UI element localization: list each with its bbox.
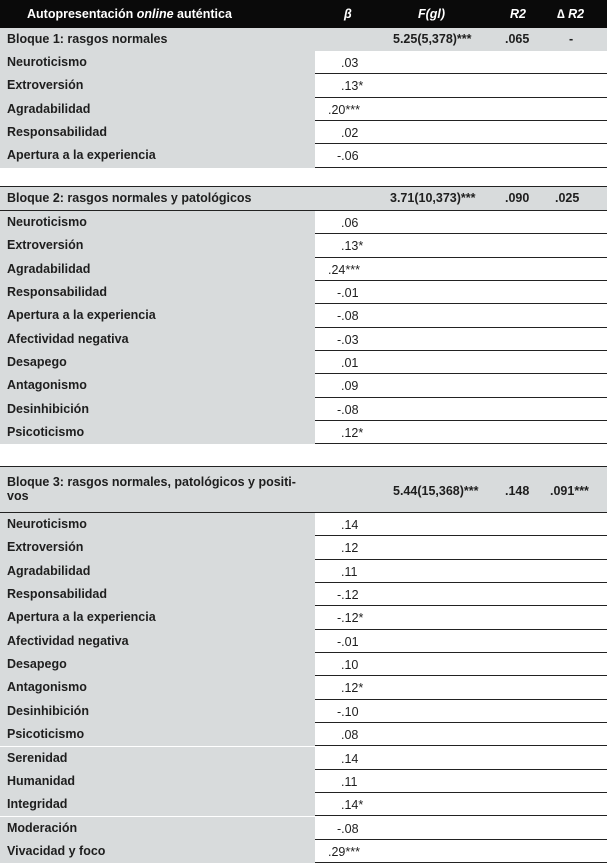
beta-value: .12 xyxy=(341,541,359,556)
table-row xyxy=(0,653,607,676)
header-title-post: auténtica xyxy=(173,7,232,21)
beta-value: .13* xyxy=(341,79,364,94)
beta-cell xyxy=(315,304,607,327)
beta-cell xyxy=(315,770,607,793)
beta-cell xyxy=(315,74,607,97)
block-title: Bloque 3: rasgos normales, patológicos y positi-vos xyxy=(7,475,296,503)
beta-cell xyxy=(315,536,607,559)
beta-value: .29*** xyxy=(328,844,360,859)
block-r2: .065 xyxy=(505,32,530,46)
predictor-label: Antagonismo xyxy=(0,374,315,397)
block-f: 5.44(15,368)*** xyxy=(393,484,479,498)
beta-cell xyxy=(315,328,607,351)
beta-cell xyxy=(315,51,607,74)
header-title-em: online xyxy=(136,7,174,21)
beta-cell xyxy=(315,583,607,606)
block-header xyxy=(0,186,607,211)
table-header xyxy=(0,0,607,28)
table-row xyxy=(0,583,607,606)
beta-value: .08 xyxy=(341,728,359,743)
beta-value: .14 xyxy=(341,518,359,532)
table-row xyxy=(0,121,607,144)
beta-value: .11 xyxy=(341,564,358,579)
predictor-label: Humanidad xyxy=(0,770,315,793)
header-beta: β xyxy=(344,7,352,21)
table-row xyxy=(0,211,607,234)
predictor-label: Responsabilidad xyxy=(0,281,315,304)
beta-cell xyxy=(315,793,607,816)
predictor-label: Agradabilidad xyxy=(0,98,315,121)
predictor-label: Apertura a la experiencia xyxy=(0,304,315,327)
beta-cell xyxy=(315,258,607,281)
beta-cell xyxy=(315,676,607,699)
block-delta-r2: .025 xyxy=(555,191,580,205)
block-f: 5.25(5,378)*** xyxy=(393,32,472,46)
beta-value: .01 xyxy=(341,356,359,371)
beta-cell xyxy=(315,630,607,653)
table-row xyxy=(0,421,607,444)
beta-value: -.08 xyxy=(337,309,359,324)
predictor-label: Moderación xyxy=(0,817,315,840)
table-row xyxy=(0,513,607,536)
beta-value: .14* xyxy=(341,798,364,813)
beta-cell xyxy=(315,374,607,397)
header-r2: R2 xyxy=(510,7,526,21)
beta-value: -.01 xyxy=(337,286,359,301)
beta-cell xyxy=(315,234,607,257)
beta-cell xyxy=(315,211,607,234)
table-row xyxy=(0,723,607,746)
predictor-label: Agradabilidad xyxy=(0,258,315,281)
block-header xyxy=(0,28,607,51)
beta-cell xyxy=(315,281,607,304)
predictor-label: Extroversión xyxy=(0,536,315,559)
predictor-label: Psicoticismo xyxy=(0,723,315,746)
predictor-label: Agradabilidad xyxy=(0,560,315,583)
predictor-label: Neuroticismo xyxy=(0,51,315,74)
beta-cell xyxy=(315,700,607,723)
beta-value: -.12 xyxy=(337,588,359,603)
block-title: Bloque 2: rasgos normales y patológicos xyxy=(7,191,252,205)
predictor-label: Responsabilidad xyxy=(0,121,315,144)
predictor-label: Responsabilidad xyxy=(0,583,315,606)
beta-value: .06 xyxy=(341,216,359,230)
beta-value: .02 xyxy=(341,126,359,141)
header-title-pre: Autopresentación xyxy=(27,7,137,21)
table-row xyxy=(0,258,607,281)
predictor-label: Extroversión xyxy=(0,234,315,257)
predictor-label: Vivacidad y foco xyxy=(0,840,315,863)
beta-value: -.06 xyxy=(337,149,359,164)
table-row xyxy=(0,536,607,559)
beta-value: .12* xyxy=(341,681,364,696)
beta-value: -.03 xyxy=(337,332,359,347)
table-row xyxy=(0,747,607,770)
beta-cell xyxy=(315,144,607,167)
header-f: F(gl) xyxy=(418,7,446,21)
block-delta-r2: - xyxy=(569,32,574,46)
beta-value: .12* xyxy=(341,426,364,441)
table-row xyxy=(0,398,607,421)
table-row xyxy=(0,560,607,583)
predictor-label: Neuroticismo xyxy=(0,513,315,536)
predictor-label: Serenidad xyxy=(0,747,315,770)
beta-cell xyxy=(315,840,607,863)
beta-value: -.12* xyxy=(337,611,364,626)
beta-cell xyxy=(315,398,607,421)
table-row xyxy=(0,281,607,304)
beta-value: -.08 xyxy=(337,402,359,417)
table-row xyxy=(0,606,607,629)
header-dependent-variable xyxy=(27,7,232,21)
predictor-label: Antagonismo xyxy=(0,676,315,699)
predictor-label: Afectividad negativa xyxy=(0,328,315,351)
block-f: 3.71(10,373)*** xyxy=(390,191,476,205)
predictor-label: Apertura a la experiencia xyxy=(0,606,315,629)
predictor-label: Apertura a la experiencia xyxy=(0,144,315,167)
table-row xyxy=(0,374,607,397)
predictor-label: Desapego xyxy=(0,351,315,374)
beta-cell xyxy=(315,560,607,583)
block-r2: .090 xyxy=(505,191,530,205)
header-delta-r2: ∆ R2 xyxy=(557,7,585,21)
table-row xyxy=(0,98,607,121)
predictor-label: Afectividad negativa xyxy=(0,630,315,653)
block-delta-r2: .091*** xyxy=(550,484,589,498)
table-row xyxy=(0,328,607,351)
block-r2: .148 xyxy=(505,484,530,498)
table-row xyxy=(0,770,607,793)
beta-cell xyxy=(315,121,607,144)
beta-cell xyxy=(315,421,607,444)
table-row xyxy=(0,144,607,167)
table-row xyxy=(0,630,607,653)
beta-value: .24*** xyxy=(328,262,360,277)
beta-cell xyxy=(315,351,607,374)
table-row xyxy=(0,817,607,840)
table-row xyxy=(0,351,607,374)
beta-value: .13* xyxy=(341,239,364,254)
predictor-label: Desinhibición xyxy=(0,700,315,723)
beta-cell xyxy=(315,817,607,840)
beta-cell xyxy=(315,747,607,770)
beta-value: .09 xyxy=(341,379,359,394)
predictor-label: Psicoticismo xyxy=(0,421,315,444)
beta-value: .20*** xyxy=(328,102,360,117)
beta-value: .10 xyxy=(341,658,359,673)
table-row xyxy=(0,74,607,97)
table-row xyxy=(0,304,607,327)
beta-value: .11 xyxy=(341,774,358,789)
beta-value: -.08 xyxy=(337,821,359,836)
beta-cell xyxy=(315,98,607,121)
predictor-label: Neuroticismo xyxy=(0,211,315,234)
predictor-label: Desinhibición xyxy=(0,398,315,421)
table-row xyxy=(0,840,607,863)
predictor-label: Extroversión xyxy=(0,74,315,97)
beta-value: .03 xyxy=(341,56,359,70)
block-title: Bloque 1: rasgos normales xyxy=(7,32,168,46)
table-row xyxy=(0,234,607,257)
predictor-label: Integridad xyxy=(0,793,315,816)
beta-value: -.01 xyxy=(337,634,359,649)
table-row xyxy=(0,700,607,723)
table-row xyxy=(0,676,607,699)
beta-cell xyxy=(315,606,607,629)
beta-cell xyxy=(315,723,607,746)
block-header xyxy=(0,466,607,513)
beta-cell xyxy=(315,513,607,536)
beta-value: .14 xyxy=(341,751,359,766)
beta-cell xyxy=(315,653,607,676)
predictor-label: Desapego xyxy=(0,653,315,676)
beta-value: -.10 xyxy=(337,704,359,719)
table-row xyxy=(0,793,607,816)
table-row xyxy=(0,51,607,74)
